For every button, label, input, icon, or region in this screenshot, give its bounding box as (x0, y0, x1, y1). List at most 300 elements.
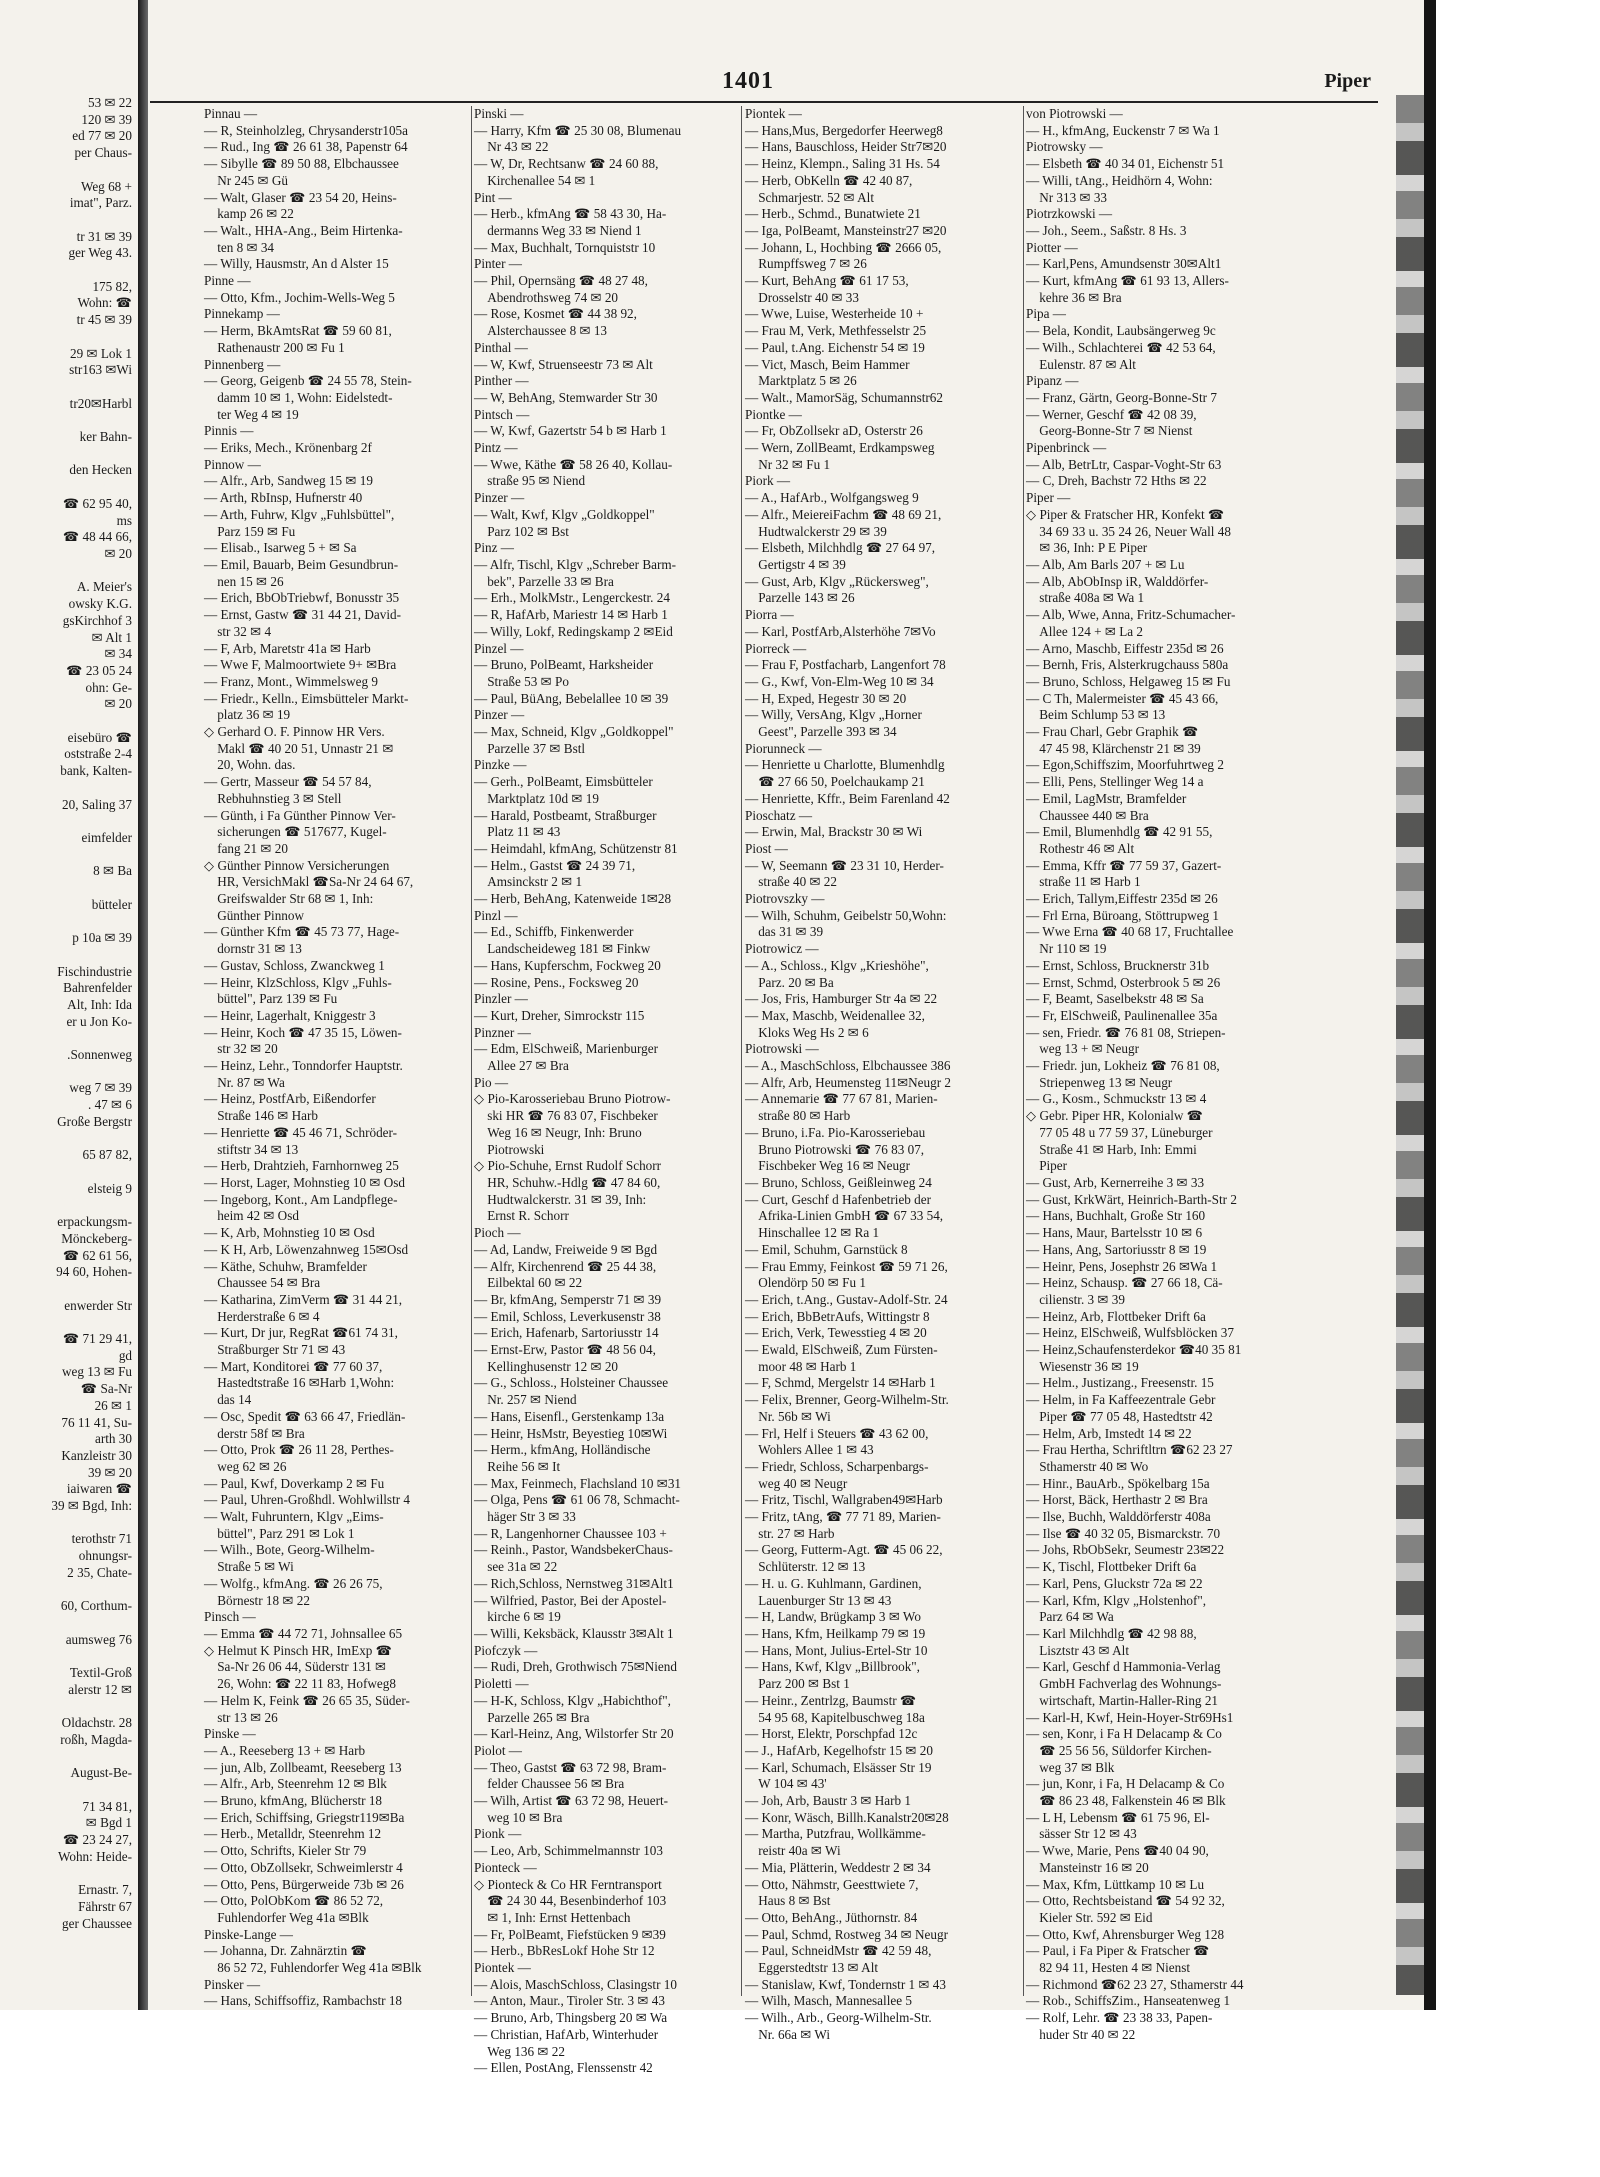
directory-entry-line: — Konr, Wäsch, Billh.Kanalstr20✉28 (745, 1809, 949, 1825)
directory-entry-line: weg 62 ✉ 26 (204, 1458, 287, 1474)
directory-entry-line: — Otto, Rechtsbeistand ☎ 54 92 32, (1026, 1893, 1225, 1909)
directory-entry-line: — Willy, Lokf, Redingskamp 2 ✉Eid (474, 623, 673, 639)
directory-entry-line: ter Weg 4 ✉ 19 (204, 406, 299, 422)
fragment-line: ☎ Sa-Nr (80, 1381, 132, 1397)
directory-column-2 (474, 106, 738, 2076)
directory-entry-line: Pinnis — (204, 423, 254, 439)
directory-entry-line: — Emil, Bauarb, Beim Gesundbrun- (204, 556, 399, 572)
directory-entry-line: moor 48 ✉ Harb 1 (745, 1358, 857, 1374)
directory-entry-line: ◇ Gerhard O. F. Pinnow HR Vers. (204, 724, 385, 740)
directory-entry-line: — Otto, ObZollsekr, Schweimlerstr 4 (204, 1859, 403, 1875)
directory-entry-line: — Wilh., Bote, Georg-Wilhelm- (204, 1542, 375, 1558)
directory-entry-line: — jun, Konr, i Fa, H Delacamp & Co (1026, 1776, 1225, 1792)
directory-entry-line: das 31 ✉ 39 (745, 924, 824, 940)
directory-entry-line: Rumpffsweg 7 ✉ 26 (745, 256, 867, 272)
directory-entry-line: — Emil, Blumenhdlg ☎ 42 91 55, (1026, 824, 1213, 840)
fragment-line: tr 31 ✉ 39 (76, 228, 132, 244)
directory-entry-line: 54 95 68, Kapitelbuschweg 18a (745, 1709, 925, 1725)
directory-entry-line: — Heinr., Zentrlzg, Baumstr ☎ (745, 1692, 917, 1708)
fragment-line: Bahrenfelder (63, 980, 132, 996)
directory-entry-line: Pioch — (474, 1225, 521, 1241)
directory-entry-line: — Joh, Arb, Baustr 3 ✉ Harb 1 (745, 1793, 911, 1809)
directory-entry-line: bek", Parzelle 33 ✉ Bra (474, 573, 614, 589)
directory-entry-line: — Frau Charl, Gebr Graphik ☎ (1026, 724, 1199, 740)
directory-entry-line: — G., Kwf, Von-Elm-Weg 10 ✉ 34 (745, 673, 934, 689)
directory-entry-line: Schmarjestr. 52 ✉ Alt (745, 189, 874, 205)
directory-entry-line: platz 36 ✉ 19 (204, 707, 291, 723)
directory-entry-line: — Max, Feinmech, Flachsland 10 ✉31 (474, 1475, 682, 1491)
directory-entry-line: — Hans, Eisenfl., Gerstenkamp 13a (474, 1408, 665, 1424)
fragment-line (0, 847, 138, 864)
directory-entry-line: — Karl, PostfArb,Alsterhöhe 7✉Vo (745, 623, 936, 639)
directory-entry-line: — Wilh., Arb., Georg-Wilhelm-Str. (745, 2010, 932, 2026)
directory-entry-line: — Harald, Postbeamt, Straßburger (474, 807, 657, 823)
fragment-line: imat", Parz. (69, 195, 132, 211)
fragment-line: arth 30 (95, 1431, 132, 1447)
directory-entry-line: — Kurt, Dr jur, RegRat ☎61 74 31, (204, 1325, 398, 1341)
directory-entry-line: — Karl, Geschf d Hammonia-Verlag (1026, 1659, 1221, 1675)
directory-entry-line: — F, Beamt, Saselbekstr 48 ✉ Sa (1026, 991, 1204, 1007)
directory-entry-line: — Alois, MaschSchloss, Clasingstr 10 (474, 1976, 677, 1992)
directory-entry-line: — Herb., kfmAng ☎ 58 43 30, Ha- (474, 206, 667, 222)
directory-entry-line: — Hans, Kupferschm, Fockweg 20 (474, 957, 661, 973)
directory-entry-line: — Alfr., Arb, Steenrehm 12 ✉ Blk (204, 1776, 387, 1792)
directory-entry-line: — Katharina, ZimVerm ☎ 31 44 21, (204, 1291, 403, 1307)
directory-entry-line: — Otto, Schrifts, Kieler Str 79 (204, 1843, 367, 1859)
fragment-line: gsKirchhof 3 (62, 612, 132, 628)
directory-entry-line: — Ad, Landw, Freiweide 9 ✉ Bgd (474, 1241, 658, 1257)
directory-entry-line: Eulenstr. 87 ✉ Alt (1026, 356, 1136, 372)
directory-entry-line: — Karl, Schumach, Elsässer Str 19 (745, 1759, 932, 1775)
directory-entry-line: Kellinghusenstr 12 ✉ 20 (474, 1358, 619, 1374)
fragment-line: ker Bahn- (79, 429, 132, 445)
fragment-line: weg 7 ✉ 39 (69, 1080, 132, 1096)
fragment-line (0, 1314, 138, 1331)
directory-entry-line: — Alfr, Tischl, Klgv „Schreber Barm- (474, 556, 677, 572)
directory-entry-line: Drosselstr 40 ✉ 33 (745, 289, 859, 305)
directory-entry-line: — Heinr, Lagerhalt, Kniggestr 3 (204, 1007, 376, 1023)
directory-entry-line: dermanns Weg 33 ✉ Niend 1 (474, 222, 642, 238)
previous-page-fragment (0, 95, 138, 2010)
directory-entry-line: Pintsch — (474, 406, 530, 422)
directory-entry-line: — Alb, BetrLtr, Caspar-Voght-Str 63 (1026, 456, 1222, 472)
directory-entry-line: — A., MaschSchloss, Elbchaussee 386 (745, 1058, 951, 1074)
fragment-line: gd (118, 1347, 132, 1363)
directory-entry-line: — Bruno, Schloss, Geißleinweg 24 (745, 1175, 932, 1190)
directory-entry-line: Piontke — (745, 406, 802, 422)
directory-entry-line: Sthamerstr 40 ✉ Wo (1026, 1458, 1149, 1474)
directory-entry-line: damm 10 ✉ 1, Wohn: Eidelstedt- (204, 389, 393, 405)
directory-entry-line: — Edm, ElSchweiß, Marienburger (474, 1041, 658, 1057)
fragment-line: 29 ✉ Lok 1 (70, 345, 132, 361)
directory-entry-line: Marktplatz 5 ✉ 26 (745, 373, 857, 389)
directory-entry-line: — Ewald, ElSchweiß, Zum Fürsten- (745, 1342, 938, 1358)
directory-entry-line: Weg 16 ✉ Neugr, Inh: Bruno (474, 1124, 642, 1140)
directory-entry-line: — Georg, Geigenb ☎ 24 55 78, Stein- (204, 373, 412, 389)
directory-entry-line: ☎ 24 30 44, Besenbinderhof 103 (474, 1893, 667, 1909)
directory-entry-line: Nr. 87 ✉ Wa (204, 1074, 285, 1090)
directory-entry-line: — F, Arb, Maretstr 41a ✉ Harb (204, 640, 371, 656)
directory-entry-line: sicherungen ☎ 517677, Kugel- (204, 824, 387, 840)
directory-entry-line: straße 80 ✉ Harb (745, 1108, 851, 1124)
directory-entry-line: — Osc, Spedit ☎ 63 66 47, Friedlän- (204, 1408, 406, 1424)
directory-entry-line: — Paul, t.Ang. Eichenstr 54 ✉ 19 (745, 339, 925, 355)
directory-entry-line: kehre 36 ✉ Bra (1026, 289, 1122, 305)
directory-entry-line: — Emil, LagMstr, Bramfelder (1026, 790, 1187, 806)
fragment-line: 76 11 41, Su- (61, 1414, 132, 1430)
fragment-line (0, 1164, 138, 1181)
fragment-line (0, 1064, 138, 1081)
fragment-line: aumsweg 76 (65, 1631, 132, 1647)
directory-entry-line: — Frl, Helf i Steuers ☎ 43 62 00, (745, 1425, 929, 1441)
directory-entry-line: Straße 41 ✉ Harb, Inh: Emmi (1026, 1141, 1197, 1157)
directory-entry-line: — Paul, SchneidMstr ☎ 42 59 48, (745, 1943, 932, 1959)
directory-entry-line: — Max, Kfm, Lüttkamp 10 ✉ Lu (1026, 1876, 1205, 1892)
directory-entry-line: — Alfr, Kirchenrend ☎ 25 44 38, (474, 1258, 657, 1274)
directory-entry-line: Lisztstr 43 ✉ Alt (1026, 1642, 1129, 1658)
fragment-line: Große Bergstr (57, 1113, 132, 1129)
fragment-line: ✉ Bgd 1 (85, 1815, 132, 1831)
directory-entry-line: — Ernst, Schmd, Osterbrook 5 ✉ 26 (1026, 974, 1221, 990)
directory-entry-line: — Heinz, Schausp. ☎ 27 66 18, Cä- (1026, 1275, 1223, 1291)
directory-entry-line: — Otto, BehAng., Jüthornstr. 84 (745, 1909, 918, 1925)
directory-entry-line: — Willy, VersAng, Klgv „Horner (745, 707, 922, 723)
directory-entry-line: — W, BehAng, Stemwarder Str 30 (474, 389, 658, 405)
directory-entry-line: straße 40 ✉ 22 (745, 874, 837, 890)
directory-entry-line: — Phil, Opernsäng ☎ 48 27 48, (474, 273, 648, 289)
directory-entry-line: 82 94 11, Hesten 4 ✉ Nienst (1026, 1960, 1191, 1976)
directory-entry-line: — Friedr., Kelln., Eimsbütteler Markt- (204, 690, 409, 706)
directory-entry-line: Nr 110 ✉ 19 (1026, 941, 1107, 957)
directory-entry-line: — Ingeborg, Kont., Am Landpflege- (204, 1191, 398, 1207)
directory-entry-line: — Emma, Kffr ☎ 77 59 37, Gazert- (1026, 857, 1222, 873)
directory-entry-line: — Hans, Maur, Bartelsstr 10 ✉ 6 (1026, 1225, 1203, 1241)
directory-entry-line: Pinzner — (474, 1024, 531, 1040)
directory-entry-line: — W, Kwf, Gazertstr 54 b ✉ Harb 1 (474, 423, 667, 439)
directory-entry-line: Haus 8 ✉ Bst (745, 1893, 831, 1909)
directory-entry-line: Piotrowicz — (745, 941, 819, 957)
directory-entry-line: — Walt, Fuhruntern, Klgv „Eims- (204, 1509, 384, 1525)
directory-entry-line: Pipanz — (1026, 373, 1079, 389)
directory-entry-line: — Willy, Hausmstr, An d Alster 15 (204, 256, 389, 272)
directory-entry-line: Pinnau — (204, 106, 258, 121)
directory-entry-line: — Alfr., MeiereiFachm ☎ 48 69 21, (745, 506, 942, 522)
directory-entry-line: Straße 5 ✉ Wi (204, 1559, 294, 1575)
fragment-line: ✉ 20 (104, 545, 132, 561)
directory-entry-line: — Ilse ☎ 40 32 05, Bismarckstr. 70 (1026, 1525, 1221, 1541)
fragment-line: ms (116, 512, 132, 528)
directory-entry-line: Piotrowski (474, 1141, 545, 1157)
directory-entry-line: — G., Kosm., Schmuckstr 13 ✉ 4 (1026, 1091, 1207, 1107)
directory-entry-line: — Hans,Mus, Bergedorfer Heerweg8 (745, 122, 943, 138)
directory-entry-line: — Herb, BehAng, Katenweide 1✉28 (474, 891, 672, 907)
fragment-line: weg 13 ✉ Fu (61, 1364, 132, 1380)
fragment-line: ohnungsr- (78, 1548, 132, 1564)
directory-entry-line: — Walt., HHA-Ang., Beim Hirtenka- (204, 222, 403, 238)
fragment-line: ☎ 23 05 24 (66, 662, 132, 678)
directory-entry-line: — jun, Alb, Zollbeamt, Reeseberg 13 (204, 1759, 402, 1775)
directory-entry-line: Piontek — (474, 1960, 531, 1976)
directory-entry-line: — Karl-Heinz, Ang, Wilstorfer Str 20 (474, 1726, 674, 1742)
directory-entry-line: Pinzler — (474, 991, 528, 1007)
directory-entry-line: — Heinr, KlzSchloss, Klgv „Fuhls- (204, 974, 392, 990)
fragment-line: ☎ 23 24 27, (62, 1832, 132, 1848)
directory-entry-line: Beim Schlump 53 ✉ 13 (1026, 707, 1166, 723)
directory-entry-line: — Wolfg., kfmAng. ☎ 26 26 75, (204, 1575, 383, 1591)
directory-entry-line: felder Chaussee 56 ✉ Bra (474, 1776, 625, 1792)
directory-column-1 (204, 106, 468, 2009)
directory-entry-line: — Heinr, HsMstr, Beyestieg 10✉Wi (474, 1425, 668, 1441)
directory-entry-line: Platz 11 ✉ 43 (474, 824, 561, 840)
directory-entry-line: Sa-Nr 26 06 44, Süderstr 131 ✉ (204, 1659, 387, 1675)
directory-entry-line: — Fritz, Tischl, Wallgraben49✉Harb (745, 1492, 943, 1508)
directory-entry-line: — Wilh, Artist ☎ 63 72 98, Heuert- (474, 1793, 669, 1809)
directory-entry-line: — Gertr, Masseur ☎ 54 57 84, (204, 774, 372, 790)
directory-entry-line: — Bernh, Fris, Alsterkrugchauss 580a (1026, 657, 1229, 673)
fragment-line: ger Chaussee (62, 1915, 132, 1931)
fragment-line: ☎ 48 44 66, (62, 529, 132, 545)
directory-entry-line: — Günth, i Fa Günther Pinnow Ver- (204, 807, 396, 823)
directory-entry-line: Hudtwalckerstr. 31 ✉ 39, Inh: (474, 1191, 647, 1207)
directory-entry-line: — Helm, in Fa Kaffeezentrale Gebr (1026, 1392, 1216, 1408)
directory-entry-line: — Herb, Drahtzieh, Farnhornweg 25 (204, 1158, 399, 1174)
fragment-line: roßh, Magda- (60, 1731, 132, 1747)
directory-entry-line: Rebhuhnstieg 3 ✉ Stell (204, 790, 342, 806)
directory-entry-line: — Paul, i Fa Piper & Fratscher ☎ (1026, 1943, 1210, 1959)
directory-entry-line: — Herb., Metalldr, Steenrehm 12 (204, 1826, 382, 1842)
directory-entry-line: — Fritz, tAng, ☎ 77 71 89, Marien- (745, 1509, 941, 1525)
fragment-line: 94 60, Hohen- (56, 1264, 132, 1280)
directory-entry-line: Mansteinstr 16 ✉ 20 (1026, 1859, 1149, 1875)
directory-entry-line: straße 95 ✉ Niend (474, 473, 586, 489)
directory-entry-line: — Wilh, Masch, Mannesallee 5 (745, 1993, 912, 2009)
directory-entry-line: — Otto, Pens, Bürgerweide 73b ✉ 26 (204, 1876, 404, 1892)
directory-entry-line: — Paul, BüAng, Bebelallee 10 ✉ 39 (474, 690, 669, 706)
fragment-line: ☎ 62 95 40, (62, 495, 132, 511)
directory-entry-line: Eilbektal 60 ✉ 22 (474, 1275, 583, 1291)
directory-entry-line: — Rudi, Dreh, Grothwisch 75✉Niend (474, 1659, 677, 1675)
directory-entry-line: — H. u. G. Kuhlmann, Gardinen, (745, 1575, 922, 1591)
directory-entry-line: Makl ☎ 40 20 51, Unnastr 21 ✉ (204, 740, 394, 756)
directory-entry-line: — Reinh., Pastor, WandsbekerChaus- (474, 1542, 673, 1558)
directory-entry-line: — Frl Erna, Büroang, Stöttrupweg 1 (1026, 907, 1220, 923)
directory-entry-line: Pinzer — (474, 707, 525, 723)
directory-entry-line: kirche 6 ✉ 19 (474, 1609, 561, 1625)
directory-entry-line: Piontek — (745, 106, 802, 121)
directory-entry-line: — Bruno, Arb, Thingsberg 20 ✉ Wa (474, 2010, 668, 2026)
directory-entry-line: — Alfr, Arb, Heumensteg 11✉Neugr 2 (745, 1074, 951, 1090)
fragment-line: oststraße 2-4 (64, 746, 132, 762)
directory-entry-line: — R, HafArb, Mariestr 14 ✉ Harb 1 (474, 607, 668, 623)
directory-entry-line: — Kurt, kfmAng ☎ 61 93 13, Allers- (1026, 273, 1229, 289)
directory-entry-line: — Theo, Gastst ☎ 63 72 98, Bram- (474, 1759, 667, 1775)
directory-entry-line: — Erich, Hafenarb, Sartoriusstr 14 (474, 1325, 659, 1341)
directory-entry-line: Herderstraße 6 ✉ 4 (204, 1308, 320, 1324)
directory-entry-line: Striepenweg 13 ✉ Neugr (1026, 1074, 1173, 1090)
fragment-line: 20, Saling 37 (62, 796, 132, 812)
directory-entry-line: Piorreck — (745, 640, 807, 656)
directory-entry-line: — Bruno, Schloss, Helgaweg 15 ✉ Fu (1026, 673, 1231, 689)
directory-entry-line: Eggerstedtstr 13 ✉ Alt (745, 1960, 879, 1976)
directory-entry-line: cilienstr. 3 ✉ 39 (1026, 1291, 1125, 1307)
directory-entry-line: — Arth, Fuhrw, Klgv „Fuhlsbüttel", (204, 506, 395, 522)
fragment-line (0, 1866, 138, 1883)
directory-entry-line: — Ellen, PostAng, Flenssenstr 42 (474, 2060, 653, 2076)
directory-entry-line: ☎ 27 66 50, Poelchaukamp 21 (745, 774, 925, 790)
directory-entry-line: — Rosine, Pens., Focksweg 20 (474, 974, 639, 990)
directory-entry-line: 26, Wohn: ☎ 22 11 83, Hofweg8 (204, 1676, 396, 1692)
directory-entry-line: — Heinz, Klempn., Saling 31 Hs. 54 (745, 156, 940, 172)
fragment-line (0, 1131, 138, 1148)
fragment-line: bank, Kalten- (60, 763, 132, 779)
fragment-line (0, 1749, 138, 1766)
directory-entry-line: derstr 58f ✉ Bra (204, 1425, 305, 1441)
fragment-line: tr20✉Harbl (69, 395, 132, 411)
directory-entry-line: — Hans, Bauschloss, Heider Str7✉20 (745, 139, 947, 155)
directory-entry-line: — Sibylle ☎ 89 50 88, Elbchaussee (204, 156, 399, 172)
directory-entry-line: büttel", Parz 291 ✉ Lok 1 (204, 1525, 355, 1541)
directory-entry-line: 86 52 72, Fuhlendorfer Weg 41a ✉Blk (204, 1960, 422, 1976)
directory-entry-line: — Elisab., Isarweg 5 + ✉ Sa (204, 540, 357, 556)
directory-entry-line: — Ernst, Schloss, Brucknerstr 31b (1026, 957, 1210, 973)
directory-entry-line: Pinske-Lange — (204, 1926, 293, 1942)
directory-entry-line: Piotter — (1026, 239, 1078, 255)
directory-entry-line: Piper (1026, 1158, 1068, 1174)
directory-entry-line: — A., Reeseberg 13 + ✉ Harb (204, 1742, 366, 1758)
column-divider (741, 106, 742, 1996)
fragment-line: eimfelder (81, 829, 132, 845)
fragment-line: ☎ 62 61 56, (62, 1247, 132, 1263)
directory-entry-line: — Rich,Schloss, Nernstweg 31✉Alt1 (474, 1575, 674, 1591)
directory-entry-line: Pinski — (474, 106, 524, 121)
fragment-line: Weg 68 + (80, 178, 132, 194)
page-number: 1401 (722, 68, 774, 94)
fragment-line (0, 947, 138, 964)
directory-entry-line: Piolot — (474, 1742, 522, 1758)
directory-entry-line: Chaussee 54 ✉ Bra (204, 1275, 321, 1291)
directory-entry-line: — Erh., MolkMstr., Lengerckestr. 24 (474, 590, 670, 606)
fragment-line (0, 479, 138, 496)
directory-entry-line: — Emma ☎ 44 72 71, Johnsallee 65 (204, 1625, 403, 1641)
directory-entry-line: Piofczyk — (474, 1642, 538, 1658)
directory-entry-line: Piper — (1026, 490, 1071, 506)
directory-entry-line: str 13 ✉ 26 (204, 1709, 278, 1725)
directory-entry-line: fang 21 ✉ 20 (204, 840, 288, 856)
directory-entry-line: — Johann, L, Hochbing ☎ 2666 05, (745, 239, 942, 255)
directory-entry-line: ten 8 ✉ 34 (204, 239, 275, 255)
directory-entry-line: 20, Wohn. das. (204, 757, 296, 773)
directory-entry-line: — sen, Konr, i Fa H Delacamp & Co (1026, 1726, 1222, 1742)
fragment-line (0, 563, 138, 580)
directory-entry-line: Parz 159 ✉ Fu (204, 523, 296, 539)
directory-entry-line: — Felix, Brenner, Georg-Wilhelm-Str. (745, 1392, 949, 1408)
directory-entry-line: — Herb., BbResLokf Hohe Str 12 (474, 1943, 655, 1959)
directory-entry-line: — Erich, Verk, Tewesstieg 4 ✉ 20 (745, 1325, 927, 1341)
fragment-line (0, 813, 138, 830)
directory-entry-line: — Wwe F, Malmoortwiete 9+ ✉Bra (204, 657, 397, 673)
fragment-line: terothstr 71 (71, 1531, 132, 1547)
directory-entry-line: — Horst, Lager, Mohnstieg 10 ✉ Osd (204, 1175, 405, 1190)
directory-entry-line: — Fr, ElSchweiß, Paulinenallee 35a (1026, 1007, 1218, 1023)
directory-entry-line: — Hinr., BauArb., Spökelbarg 15a (1026, 1475, 1210, 1491)
directory-entry-line: — Bruno, PolBeamt, Harksheider (474, 657, 654, 673)
directory-entry-line: ☎ 86 23 48, Falkenstein 46 ✉ Blk (1026, 1793, 1226, 1809)
directory-entry-line: Kloks Weg Hs 2 ✉ 6 (745, 1024, 869, 1040)
fragment-line: Alt, Inh: Ida (67, 996, 132, 1012)
directory-entry-line: — Karl Milchhdlg ☎ 42 98 88, (1026, 1625, 1197, 1641)
directory-entry-line: Piotrovszky — (745, 891, 825, 907)
directory-entry-line: Nr. 66a ✉ Wi (745, 2026, 830, 2042)
directory-entry-line: — Heinr, Pens, Josephstr 26 ✉Wa 1 (1026, 1258, 1218, 1274)
directory-entry-line: Chaussee 440 ✉ Bra (1026, 807, 1149, 823)
directory-entry-line: Marktplatz 10d ✉ 19 (474, 790, 599, 806)
directory-entry-line: 47 45 98, Klärchenstr 21 ✉ 39 (1026, 740, 1201, 756)
directory-entry-line: — W, Dr, Rechtsanw ☎ 24 60 88, (474, 156, 659, 172)
directory-entry-line: — Henriette u Charlotte, Blumenhdlg (745, 757, 945, 773)
directory-entry-line: — Werner, Geschf ☎ 42 08 39, (1026, 406, 1197, 422)
directory-entry-line: Pinthal — (474, 339, 528, 355)
directory-entry-line: — Hans, Kwf, Klgv „Billbrook", (745, 1659, 920, 1675)
fragment-line (0, 1197, 138, 1214)
directory-entry-line: Nr 32 ✉ Fu 1 (745, 456, 831, 472)
fragment-line: ✉ 20 (104, 696, 132, 712)
directory-entry-line: Hinschallee 12 ✉ Ra 1 (745, 1225, 880, 1241)
directory-entry-line: büttel", Parz 139 ✉ Fu (204, 991, 338, 1007)
fragment-line: 71 34 81, (82, 1798, 132, 1814)
directory-column-3 (745, 106, 1021, 2042)
fragment-line: August-Be- (70, 1765, 132, 1781)
fragment-line (0, 212, 138, 229)
directory-entry-line: — Rud., Ing ☎ 26 61 38, Papenstr 64 (204, 139, 408, 155)
directory-entry-line: — Christian, HafArb, Winterhuder (474, 2026, 659, 2042)
directory-entry-line: Weg 136 ✉ 22 (474, 2043, 565, 2059)
directory-entry-line: — Karl, Pens, Gluckstr 72a ✉ 22 (1026, 1575, 1203, 1591)
directory-entry-line: HR, Schuhw.-Hdlg ☎ 47 84 60, (474, 1175, 661, 1190)
directory-entry-line: — Günther Kfm ☎ 45 73 77, Hage- (204, 924, 400, 940)
directory-entry-line: — Fr, PolBeamt, Fiefstücken 9 ✉39 (474, 1926, 666, 1942)
directory-entry-line: ◇ Pio-Schuhe, Ernst Rudolf Schorr (474, 1158, 662, 1174)
directory-entry-line: Reihe 56 ✉ It (474, 1458, 561, 1474)
page-edge (1424, 0, 1436, 2010)
directory-entry-line: Abendrothsweg 74 ✉ 20 (474, 289, 619, 305)
directory-entry-line: Pinsker — (204, 1976, 261, 1992)
directory-entry-line: weg 40 ✉ Neugr (745, 1475, 848, 1491)
directory-entry-line: 77 05 48 u 77 59 37, Lüneburger (1026, 1124, 1213, 1140)
directory-entry-line: — Hans, Buchhalt, Große Str 160 (1026, 1208, 1206, 1224)
directory-entry-line: — Heinz, Arb, Flottbeker Drift 6a (1026, 1308, 1206, 1324)
directory-entry-line: — Wern, ZollBeamt, Erdkampsweg (745, 440, 935, 456)
directory-entry-line: — Alfr., Arb, Sandweg 15 ✉ 19 (204, 473, 373, 489)
directory-entry-line: — Frau M, Verk, Methfesselstr 25 (745, 323, 927, 339)
directory-entry-line: — Heinz, Lehr., Tonndorfer Hauptstr. (204, 1058, 403, 1074)
directory-entry-line: — Käthe, Schuhw, Bramfelder (204, 1258, 367, 1274)
directory-entry-line: — K, Tischl, Flottbeker Drift 6a (1026, 1559, 1197, 1575)
directory-entry-line: — Fr, ObZollsekr aD, Osterstr 26 (745, 423, 923, 439)
fragment-line: Fährstr 67 (78, 1898, 132, 1914)
directory-entry-line: Parz. 20 ✉ Ba (745, 974, 834, 990)
directory-entry-line: Piost — (745, 840, 788, 856)
directory-entry-line: — Otto, Kwf, Ahrensburger Weg 128 (1026, 1926, 1225, 1942)
fragment-line (0, 1699, 138, 1716)
directory-entry-line: Pioletti — (474, 1676, 529, 1692)
directory-entry-line: see 31a ✉ 22 (474, 1559, 558, 1575)
fragment-line: tr 45 ✉ 39 (76, 312, 132, 328)
directory-entry-line: — R, Langenhorner Chaussee 103 + (474, 1525, 667, 1541)
fragment-line (0, 1782, 138, 1799)
directory-entry-line: — H-K, Schloss, Klgv „Habichthof", (474, 1692, 671, 1708)
fragment-line: eisebüro ☎ (67, 729, 132, 745)
fragment-line: . 47 ✉ 6 (87, 1097, 132, 1113)
